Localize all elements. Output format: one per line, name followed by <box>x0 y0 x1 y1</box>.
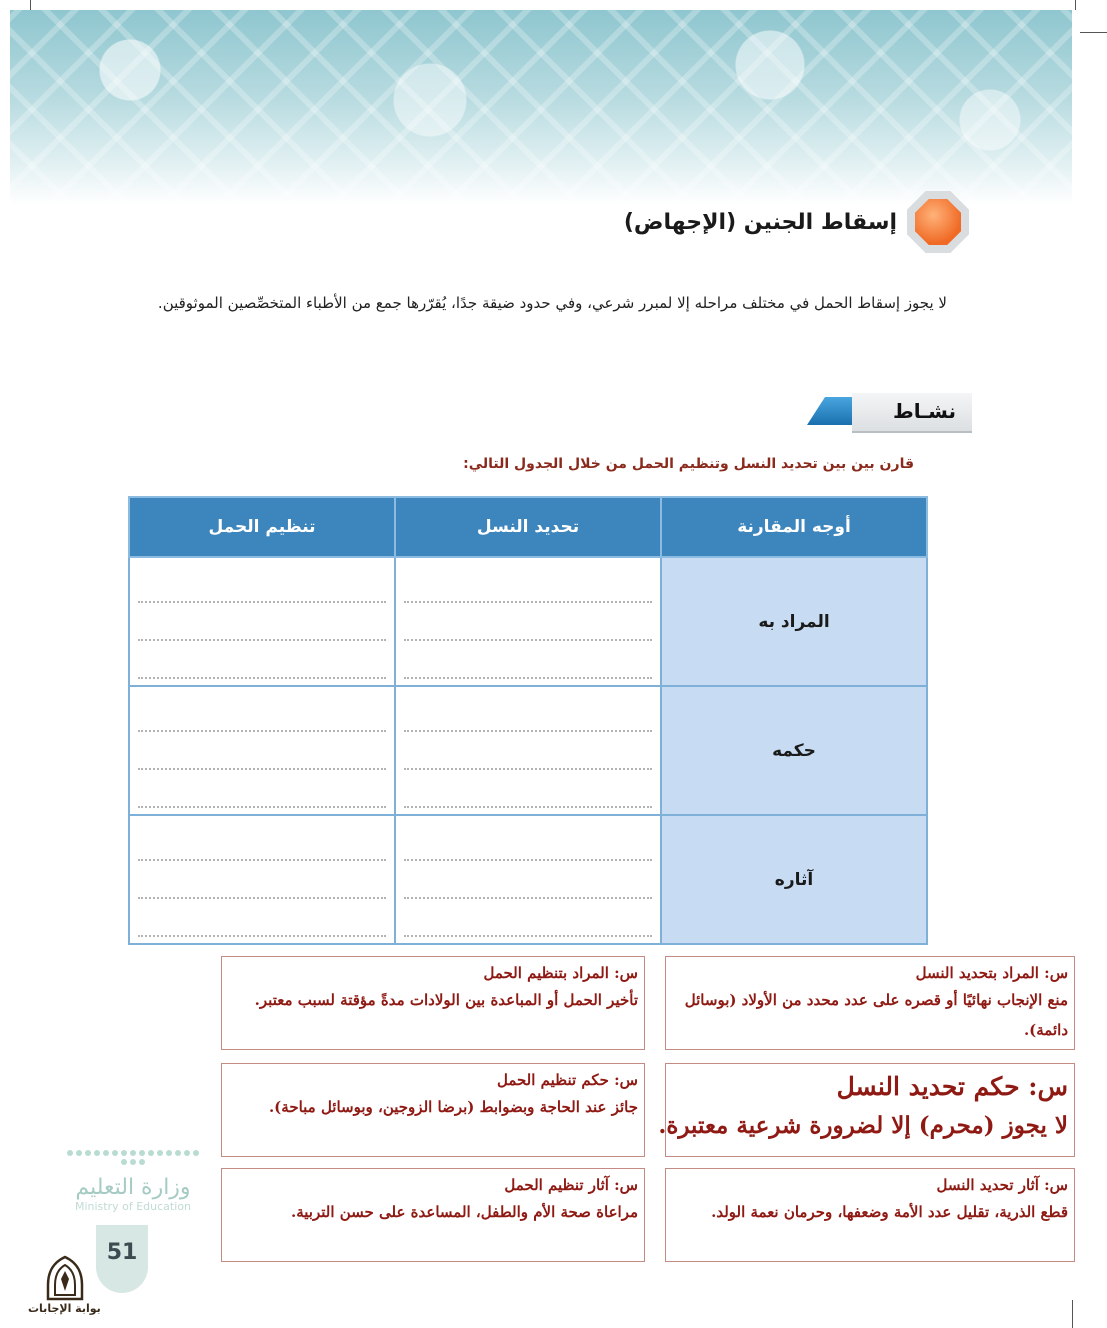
activity-instruction: قارن بين بين تحديد النسل وتنظيم الحمل من خلال الجدول التالي: <box>463 456 914 472</box>
answer-box-pregnancy-planning-meaning <box>221 956 645 1050</box>
header-aspects: أوجه المقارنة <box>661 497 927 557</box>
header-birth-limitation: تحديد النسل <box>395 497 661 557</box>
section-heading <box>624 190 969 254</box>
section-title: إسقاط الجنين (الإجهاض) <box>623 209 897 235</box>
answer-text: منع الإنجاب نهائيًا أو قصره على عدد محدد من الأولاد (بوسائل دائمة). <box>684 991 1068 1039</box>
answer-box-birth-limitation-effects <box>665 1168 1075 1262</box>
octagon-badge-icon <box>907 191 969 253</box>
answer-question: س: آثار تنظيم الحمل <box>504 1176 638 1194</box>
answer-box-pregnancy-planning-effects <box>221 1168 645 1262</box>
page-number: 51 <box>106 1240 138 1265</box>
answer-text: مراعاة صحة الأم والطفل، المساعدة على حسن التربية. <box>291 1203 638 1221</box>
crop-mark <box>1080 32 1107 33</box>
crop-mark <box>1075 0 1076 10</box>
answer-question: س: حكم تحديد النسل <box>836 1072 1068 1101</box>
answer-question: س: حكم تنظيم الحمل <box>496 1071 638 1089</box>
blank-answer-cell[interactable] <box>129 686 395 815</box>
activity-label: نشـاط <box>893 399 956 423</box>
answer-question: س: المراد بتحديد النسل <box>915 964 1068 982</box>
ministry-watermark <box>58 1150 208 1213</box>
intro-paragraph: لا يجوز إسقاط الحمل في مختلف مراحله إلا لمبرر شرعي، وفي حدود ضيقة جدًا، يُقرّرها جمع من الأطباء المتخصِّصين الموثوقين. <box>157 294 947 312</box>
answer-text: قطع الذرية، تقليل عدد الأمة وضعفها، وحرمان نعمة الولد. <box>711 1203 1068 1221</box>
blank-answer-cell[interactable] <box>129 557 395 686</box>
answers-portal-logo-icon <box>42 1255 88 1301</box>
answer-question: س: آثار تحديد النسل <box>936 1176 1068 1194</box>
answer-text: تأخير الحمل أو المباعدة بين الولادات مدةً مؤقتة لسبب معتبر. <box>254 991 638 1009</box>
decorative-banner <box>10 10 1072 205</box>
activity-tab <box>807 393 972 433</box>
ministry-logo-icon <box>63 1150 203 1165</box>
table-row <box>129 815 927 944</box>
answer-text: لا يجوز (محرم) إلا لضرورة شرعية معتبرة. <box>658 1112 1068 1139</box>
ministry-name-en: Ministry of Education <box>74 1200 191 1213</box>
portal-label: بوابة الإجابات <box>28 1302 101 1315</box>
table-row <box>129 686 927 815</box>
blank-answer-cell[interactable] <box>395 557 661 686</box>
answer-box-birth-limitation-ruling <box>658 1063 1075 1157</box>
row-label-ruling: حكمه <box>661 686 927 815</box>
table-row <box>129 557 927 686</box>
comparison-table <box>128 496 928 945</box>
blank-answer-cell[interactable] <box>129 815 395 944</box>
answer-box-pregnancy-planning-ruling <box>221 1063 645 1157</box>
header-pregnancy-planning: تنظيم الحمل <box>129 497 395 557</box>
row-label-meaning: المراد به <box>661 557 927 686</box>
table-header-row <box>129 497 927 557</box>
ministry-name: وزارة التعليم <box>75 1175 191 1200</box>
answer-box-birth-limitation-meaning <box>665 956 1075 1050</box>
crop-mark <box>30 0 31 10</box>
crop-mark <box>1072 1300 1073 1328</box>
blank-answer-cell[interactable] <box>395 815 661 944</box>
answer-text: جائز عند الحاجة وبضوابط (برضا الزوجين، وبوسائل مباحة). <box>268 1098 638 1116</box>
row-label-effects: آثاره <box>661 815 927 944</box>
answer-question: س: المراد بتنظيم الحمل <box>483 964 638 982</box>
blank-answer-cell[interactable] <box>395 686 661 815</box>
